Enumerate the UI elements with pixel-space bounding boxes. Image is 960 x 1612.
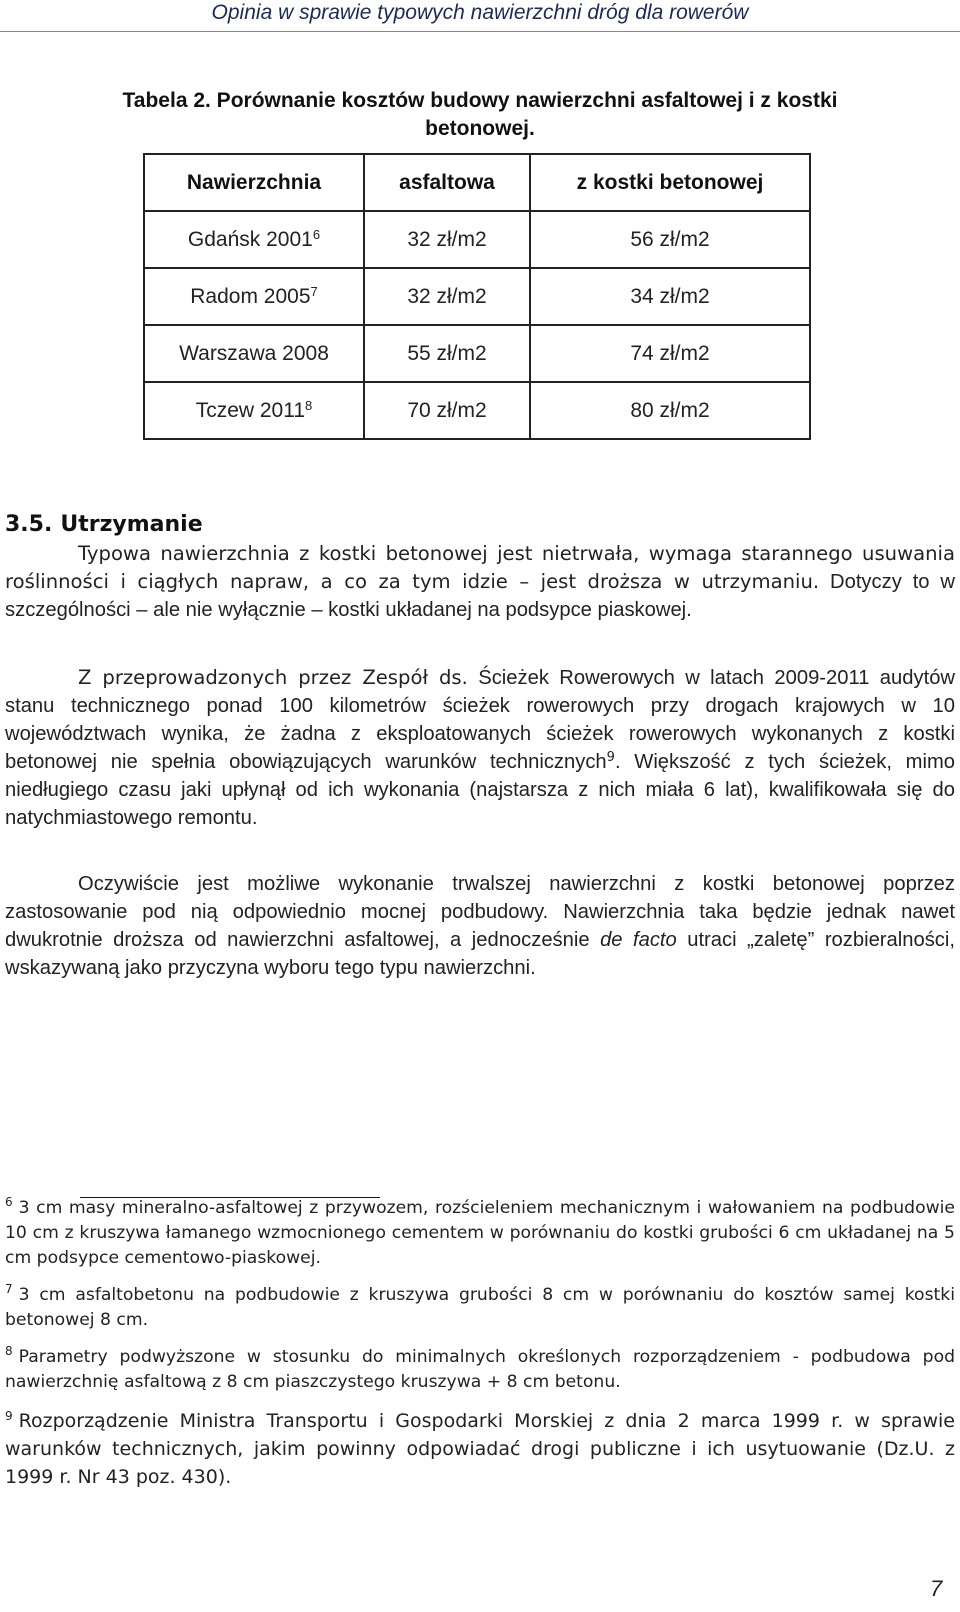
paragraph-3-italic: de facto [600, 929, 677, 951]
footnote-6 [5, 1196, 955, 1271]
footnote-text: 3 cm masy mineralno-asfaltowej z przywozem, rozścieleniem mechanicznym i wałowaniem na podbudowie 10 cm z kruszywa łamanego wzmocnionego cementem w porównaniu do kostki grubości 6 cm układanej na 5 cm podsypce cementowo-piaskowej. [5, 1198, 955, 1268]
cost-comparison-table [143, 153, 811, 440]
place-name: Warszawa 2008 [179, 341, 329, 365]
table-header-row [144, 154, 810, 211]
paragraph-1-text: Typowa nawierzchnia z kostki betonowej jest nietrwała, wymaga starannego usuwania roślinności i ciągłych napraw, a co za tym idzie – jest droższa w utrzymaniu. [5, 542, 955, 593]
footnote-text: 3 cm asfaltobetonu na podbudowie z kruszywa grubości 8 cm w porównaniu do kosztów samej kostki betonowej 8 cm. [5, 1285, 955, 1330]
paragraph-1-text-b: Dotyczy to w szczególności – ale nie wyłącznie – kostki układanej na podsypce piaskowej. [5, 571, 956, 621]
paragraph-1 [5, 540, 955, 624]
paragraph-2-text-c: . Większość z tych ścieżek, mimo niedługiego czasu jaki upłynął od ich wykonania (najstarsza z nich miała 6 lat), kwalifikowała się do natychmiastowego remontu. [5, 751, 955, 829]
table-caption-line-2: betonowej. [425, 117, 535, 140]
paragraph-2 [5, 664, 955, 832]
footnote-text: Parametry podwyższone w stosunku do minimalnych określonych rozporządzeniem - podbudowa pod nawierzchnię asfaltową z 8 cm piaszczystego kruszywa + 8 cm betonu. [5, 1347, 955, 1392]
place-name: Gdańsk 2001 [187, 227, 313, 251]
paragraph-2-text-b: Ścieżek Rowerowych w latach 2009-2011 audytów stanu technicznego ponad 100 kilometrów ścieżek rowerowych przy drogach krajowych w 10 województwach wynika, że żadna z eksploatowanych ścieżek rowerowych wykonanych z kostki betonowej nie spełnia obowiązujących warunków technicznych [5, 667, 955, 773]
section-title: Utrzymanie [60, 512, 203, 537]
section-heading [5, 510, 211, 540]
footnote-8 [5, 1345, 955, 1395]
table-row [144, 325, 810, 382]
paragraph-3-text-b: utraci „zaletę” rozbieralności, wskazywaną jako przyczyna wyboru tego typu nawierzchni. [5, 929, 955, 979]
cell-place [144, 325, 364, 382]
cell-asphalt-cost: 32 zł/m2 [364, 268, 530, 325]
column-header-surface: Nawierzchnia [144, 154, 364, 211]
table-row [144, 268, 810, 325]
page-number: 7 [930, 1576, 943, 1601]
cell-place [144, 268, 364, 325]
cell-place [144, 211, 364, 268]
footnote-number: 7 [5, 1282, 13, 1296]
place-name: Tczew 2011 [195, 398, 306, 422]
page-header [0, 0, 960, 32]
paragraph-3-text: Oczywiście jest możliwe wykonanie trwalszej nawierzchni z kostki betonowej poprzez zastosowanie pod nią odpowiednio mocnej podbudowy. Nawierzchnia taka będzie jednak nawet dwukrotnie droższa od nawierzchni asfaltowej, a jednocześnie [5, 873, 955, 951]
cell-paving-cost: 80 zł/m2 [530, 382, 810, 439]
table-caption-line-1: Tabela 2. Porównanie kosztów budowy nawierzchni asfaltowej i z kostki [122, 89, 838, 112]
column-header-paving: z kostki betonowej [530, 154, 810, 211]
section-number: 3.5. [5, 512, 53, 537]
footnote-ref[interactable]: 8 [305, 397, 313, 413]
table-row [144, 382, 810, 439]
cell-paving-cost: 34 zł/m2 [530, 268, 810, 325]
footnote-number: 8 [5, 1344, 13, 1358]
footnote-7 [5, 1283, 955, 1333]
table-row [144, 211, 810, 268]
footnote-ref[interactable]: 7 [310, 283, 318, 299]
place-name: Radom 2005 [190, 284, 311, 308]
paragraph-2-text: Z przeprowadzonych przez Zespół ds. [78, 666, 468, 689]
cell-asphalt-cost: 55 zł/m2 [364, 325, 530, 382]
cell-paving-cost: 74 zł/m2 [530, 325, 810, 382]
cell-asphalt-cost: 70 zł/m2 [364, 382, 530, 439]
cell-place [144, 382, 364, 439]
footnote-9 [5, 1407, 955, 1491]
footnote-number: 9 [5, 1409, 13, 1423]
footnote-number: 6 [5, 1195, 13, 1209]
cell-paving-cost: 56 zł/m2 [530, 211, 810, 268]
header-title: Opinia w sprawie typowych nawierzchni dróg dla rowerów [211, 1, 749, 24]
cell-asphalt-cost: 32 zł/m2 [364, 211, 530, 268]
footnote-ref[interactable]: 6 [312, 226, 321, 242]
footnote-text: Rozporządzenie Ministra Transportu i Gospodarki Morskiej z dnia 2 marca 1999 r. w sprawie warunków technicznych, jakim powinny odpowiadać drogi publiczne i ich usytuowanie (Dz.U. z 1999 r. Nr 43 poz. 430). [5, 1410, 955, 1488]
paragraph-3 [5, 870, 955, 982]
table-caption [30, 87, 930, 143]
column-header-asphalt: asfaltowa [364, 154, 530, 211]
footnote-ref[interactable]: 9 [606, 750, 615, 765]
